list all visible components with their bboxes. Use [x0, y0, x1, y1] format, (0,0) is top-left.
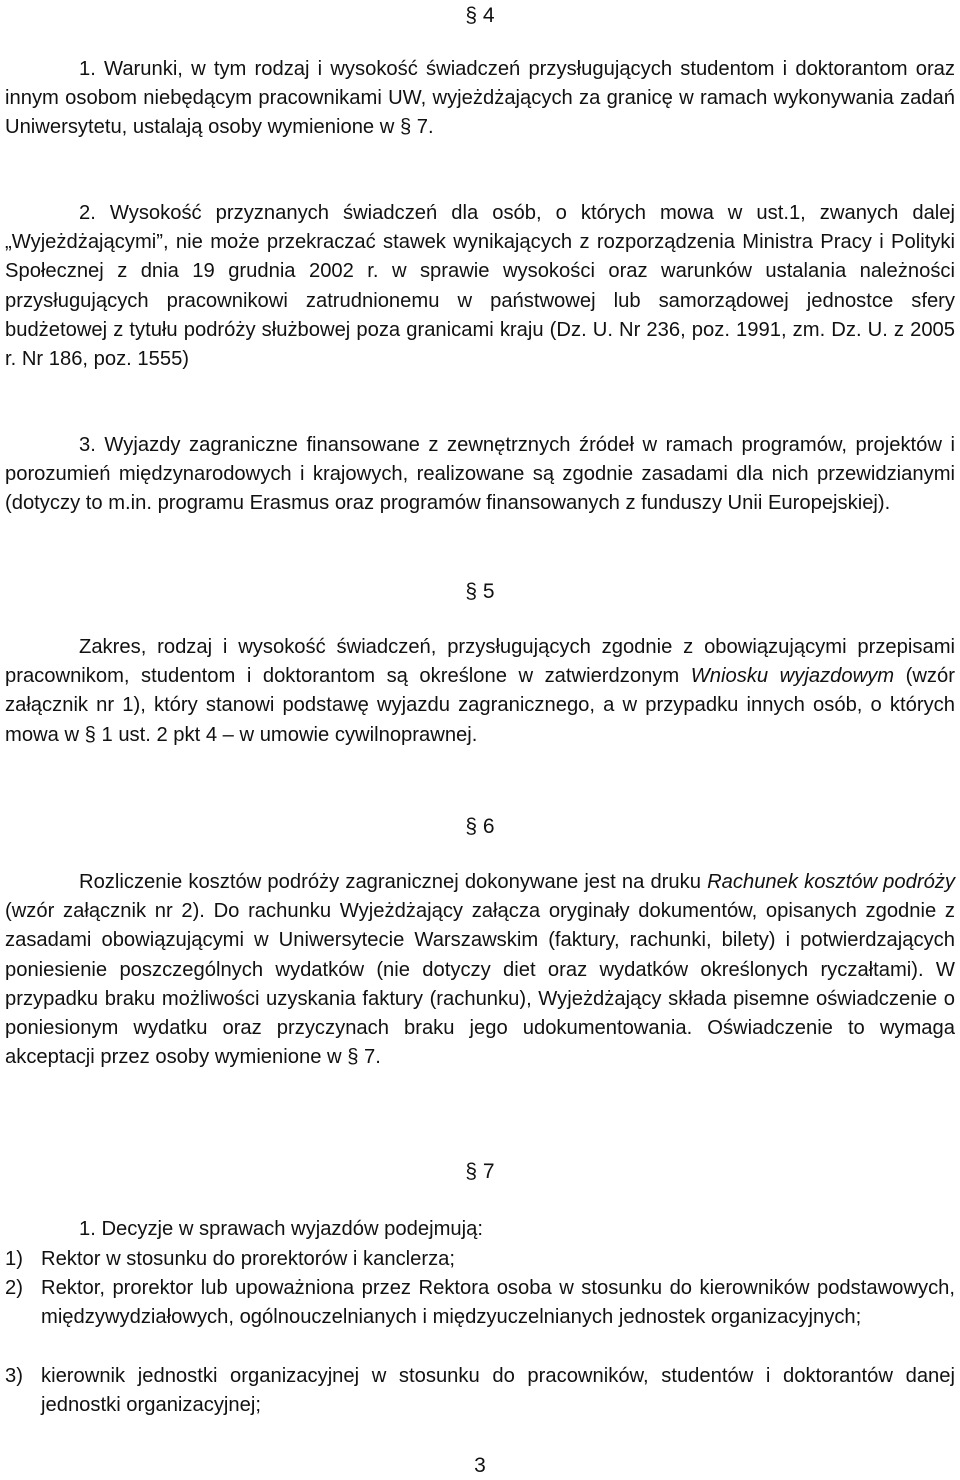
paragraph-6-text-a: Rozliczenie kosztów podróży zagranicznej dokonywane jest na druku — [79, 871, 708, 893]
list-item — [5, 1362, 955, 1420]
section-heading-4: § 4 — [465, 4, 495, 27]
paragraph-5-text-b: (wzór załącznik nr 1), który stanowi podstawę wyjazdu zagranicznego, a w przypadku innych osób, o których mowa w § 1 ust. 2 pkt 4 – w umowie cywilnoprawnej. — [5, 665, 955, 746]
list-item-text: Rektor w stosunku do prorektorów i kanclerza; — [41, 1248, 456, 1270]
list-item-text: Rektor, prorektor lub upoważniona przez Rektora osoba w stosunku do kierowników podstawowych, międzywydziałowych, ogólnouczelnianych i międzyuczelnianych jednostek organizacyjnych; — [41, 1277, 955, 1329]
section-heading-6: § 6 — [465, 815, 495, 838]
paragraph-5-text-a: Zakres, rodzaj i wysokość świadczeń, przysługujących zgodnie z obowiązującymi przepisami pracownikom, studentom i doktorantom są określone w zatwierdzonym — [5, 636, 955, 688]
paragraph-4-3: 3. Wyjazdy zagraniczne finansowane z zewnętrznych źródeł w ramach programów, projektów i porozumień międzynarodowych i krajowych, realizowane są zgodnie zasadami dla nich przewidzianymi (dotyczy to m.in. programu Erasmus oraz programów finansowanych z funduszy Unii Europejskiej). — [5, 434, 955, 515]
list-item-number: 3) — [5, 1365, 23, 1387]
paragraph-6-text-b: (wzór załącznik nr 2). Do rachunku Wyjeżdżający załącza oryginały dokumentów, opisanych zgodnie z zasadami obowiązującymi w Uniwersytecie Warszawskim (faktury, rachunki, bilety) i potwierdzających poniesienie poszczególnych wydatków (nie dotyczy diet oraz wydatków określonych ryczałtami). W przypadku braku możliwości uzyskania faktury (rachunku), Wyjeżdżający składa pisemne oświadczenie o poniesionym wydatku oraz przyczynach braku jego udokumentowania. Oświadczenie to wymaga akceptacji przez osoby wymienione w § 7. — [5, 900, 955, 1069]
paragraph-5-italic-term: Wniosku wyjazdowym — [690, 665, 895, 688]
paragraph-6 — [5, 868, 955, 1072]
section-heading-5: § 5 — [465, 580, 495, 603]
list-item-text: kierownik jednostki organizacyjnej w stosunku do pracowników, studentów i doktorantów danej jednostki organizacyjnej; — [41, 1365, 955, 1417]
paragraph-6-italic-term: Rachunek kosztów podróży — [707, 871, 955, 893]
list-item-number: 2) — [5, 1277, 23, 1299]
paragraph-7-intro: 1. Decyzje w sprawach wyjazdów podejmują: — [79, 1218, 483, 1240]
paragraph-5 — [5, 633, 955, 750]
paragraph-4-2: 2. Wysokość przyznanych świadczeń dla osób, o których mowa w ust.1, zwanych dalej „Wyjeżdżającymi”, nie może przekraczać stawek wynikających z rozporządzenia Ministra Pracy i Polityki Społecznej z dnia 19 grudnia 2002 r. w sprawie wysokości oraz warunków ustalania należności przysługujących pracownikowi zatrudnionemu w państwowej lub samorządowej jednostce sfery budżetowej z tytułu podróży służbowej poza granicami kraju (Dz. U. Nr 236, poz. 1991, zm. Dz. U. z 2005 r. Nr 186, poz. 1555) — [5, 202, 955, 371]
section-heading-7: § 7 — [465, 1160, 495, 1183]
page-number: 3 — [474, 1454, 486, 1477]
list-item-number: 1) — [5, 1248, 23, 1270]
list-item — [5, 1274, 955, 1332]
list-item — [5, 1245, 955, 1274]
paragraph-4-1: 1. Warunki, w tym rodzaj i wysokość świadczeń przysługujących studentom i doktorantom oraz innym osobom niebędącym pracownikami UW, wyjeżdżających za granicę w ramach wykonywania zadań Uniwersytetu, ustalają osoby wymienione w § 7. — [5, 58, 955, 139]
